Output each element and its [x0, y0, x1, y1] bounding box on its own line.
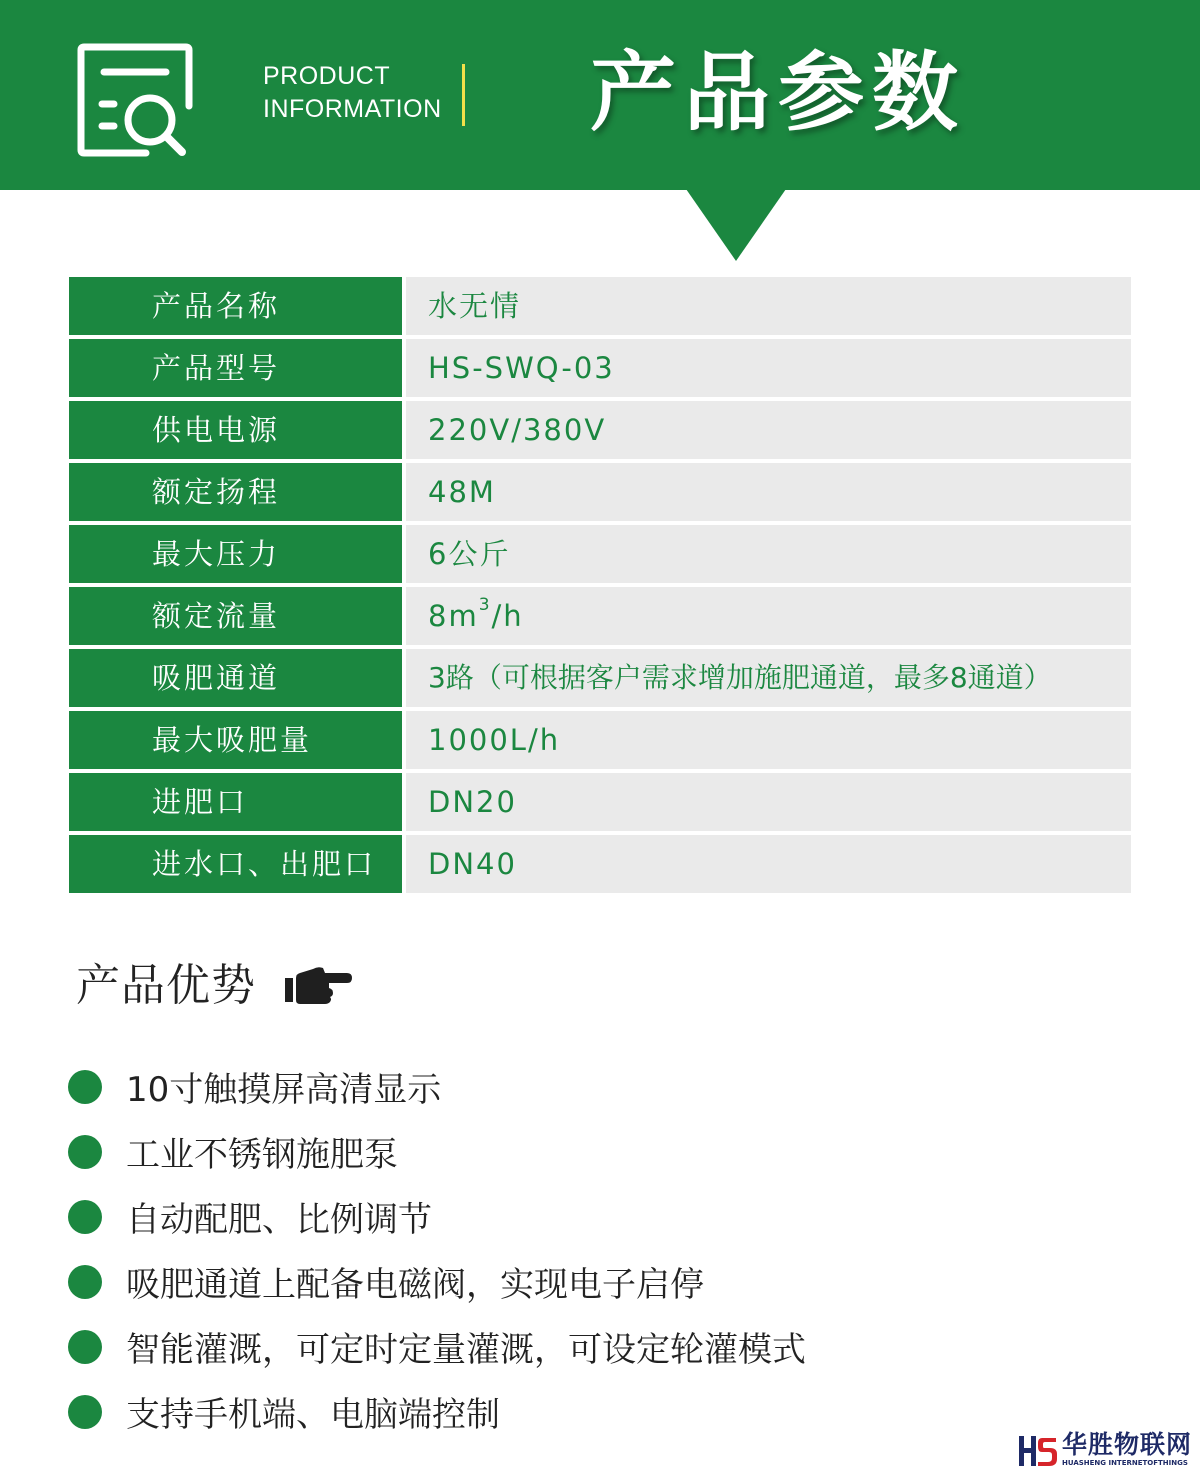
bullet-icon: [68, 1070, 102, 1104]
brand-name: 华胜物联网: [1062, 1430, 1193, 1459]
spec-value: 1000L/h: [406, 711, 1131, 769]
header-subtitle-line1: PRODUCT: [263, 62, 391, 90]
spec-label: 最大压力: [69, 525, 402, 583]
list-item: [68, 1184, 806, 1249]
spec-table: [69, 277, 1131, 897]
spec-label: 产品名称: [69, 277, 402, 335]
list-item: [68, 1314, 806, 1379]
brand-tagline: HUASHENG INTERNETOFTHINGS: [1062, 1459, 1188, 1467]
brand-watermark: [1018, 1432, 1200, 1471]
spec-row-flow: [69, 587, 1131, 645]
bullet-icon: [68, 1200, 102, 1234]
advantages-list: [68, 1054, 806, 1444]
bullet-icon: [68, 1395, 102, 1429]
spec-row-water-ports: [69, 835, 1131, 893]
bullet-icon: [68, 1265, 102, 1299]
header-divider: [462, 64, 465, 126]
advantage-text: 智能灌溉，可定时定量灌溉，可设定轮灌模式: [126, 1330, 806, 1370]
hs-logo-icon: [1018, 1434, 1058, 1468]
spec-row-max-intake: [69, 711, 1131, 769]
advantage-text: 吸肥通道上配备电磁阀，实现电子启停: [126, 1265, 704, 1305]
spec-row-fert-inlet: [69, 773, 1131, 831]
spec-value: 6公斤: [406, 525, 1131, 583]
advantage-text: 工业不锈钢施肥泵: [126, 1135, 398, 1175]
pointing-hand-icon: [285, 964, 353, 1008]
spec-value: 48M: [406, 463, 1131, 521]
spec-value: 220V/380V: [406, 401, 1131, 459]
header-banner: [0, 0, 1200, 190]
spec-value: DN20: [406, 773, 1131, 831]
spec-row-channels: [69, 649, 1131, 707]
list-item: [68, 1119, 806, 1184]
list-item: [68, 1379, 806, 1444]
page-title: 产品参数: [590, 43, 966, 143]
spec-value: 3路（可根据客户需求增加施肥通道，最多8通道）: [406, 649, 1131, 707]
spec-row-name: [69, 277, 1131, 335]
spec-value-flow: [406, 587, 1131, 645]
spec-label: 吸肥通道: [69, 649, 402, 707]
spec-row-pressure: [69, 525, 1131, 583]
flow-exponent: 3: [478, 595, 492, 615]
advantages-title: 产品优势: [76, 960, 256, 1011]
list-item: [68, 1249, 806, 1314]
header-pointer: [686, 189, 786, 261]
spec-label: 产品型号: [69, 339, 402, 397]
spec-label: 进肥口: [69, 773, 402, 831]
spec-label: 最大吸肥量: [69, 711, 402, 769]
bullet-icon: [68, 1135, 102, 1169]
spec-value: 水无情: [406, 277, 1131, 335]
list-item: [68, 1054, 806, 1119]
advantage-text: 自动配肥、比例调节: [126, 1200, 432, 1240]
spec-label: 额定流量: [69, 587, 402, 645]
spec-label: 额定扬程: [69, 463, 402, 521]
header-subtitle-line2: INFORMATION: [263, 95, 442, 123]
flow-value: 8m: [428, 599, 479, 633]
search-document-icon: [74, 40, 196, 160]
advantage-text: 支持手机端、电脑端控制: [126, 1395, 500, 1435]
spec-row-model: [69, 339, 1131, 397]
spec-value: DN40: [406, 835, 1131, 893]
advantage-text: 10寸触摸屏高清显示: [126, 1070, 442, 1110]
spec-label: 供电电源: [69, 401, 402, 459]
bullet-icon: [68, 1330, 102, 1364]
header-subtitle: [263, 60, 442, 126]
flow-unit: /h: [491, 599, 524, 633]
spec-row-power: [69, 401, 1131, 459]
spec-value: HS-SWQ-03: [406, 339, 1131, 397]
spec-label: 进水口、出肥口: [69, 835, 402, 893]
spec-row-head: [69, 463, 1131, 521]
